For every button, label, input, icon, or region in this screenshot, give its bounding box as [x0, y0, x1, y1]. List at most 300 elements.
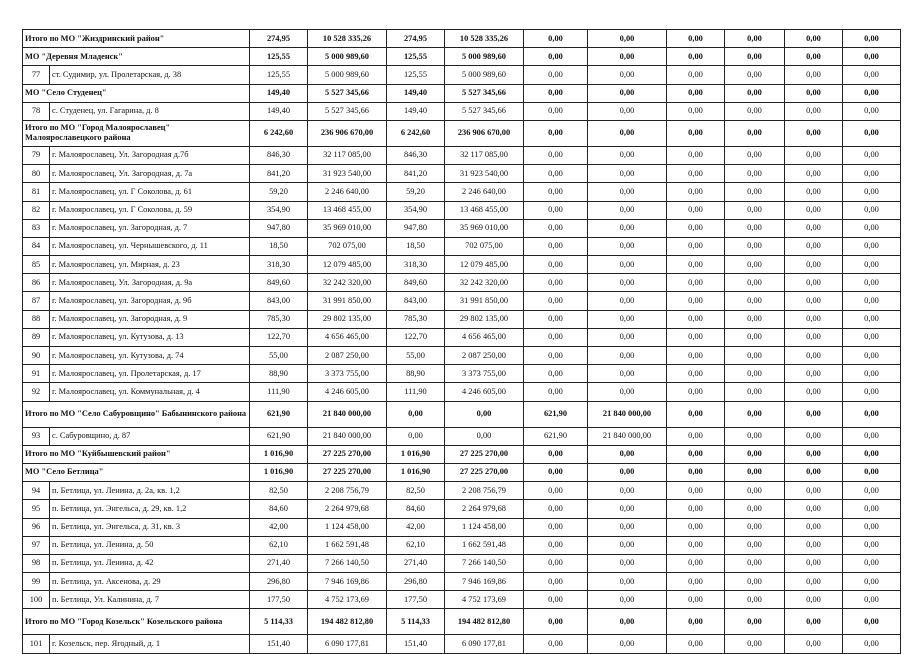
value-cell: 0,00	[524, 328, 588, 346]
value-cell: 0,00	[588, 146, 667, 164]
value-cell: 0,00	[588, 183, 667, 201]
value-cell: 2 264 979,68	[308, 500, 387, 518]
value-cell: 0,00	[524, 591, 588, 609]
row-number: 95	[23, 500, 50, 518]
value-cell: 0,00	[785, 237, 843, 255]
value-cell: 21 840 000,00	[588, 427, 667, 445]
value-cell: 59,20	[250, 183, 308, 201]
value-cell: 0,00	[667, 609, 725, 635]
value-cell: 0,00	[785, 30, 843, 48]
value-cell: 18,50	[250, 237, 308, 255]
value-cell: 0,00	[588, 635, 667, 653]
value-cell: 5 527 345,66	[308, 84, 387, 102]
value-cell: 1 016,90	[387, 445, 445, 463]
value-cell: 0,00	[725, 463, 785, 481]
value-cell: 122,70	[387, 328, 445, 346]
value-cell: 3 373 755,00	[308, 365, 387, 383]
value-cell: 10 528 335,26	[308, 30, 387, 48]
value-cell: 0,00	[524, 165, 588, 183]
value-cell: 846,30	[387, 146, 445, 164]
value-cell: 296,80	[387, 573, 445, 591]
value-cell: 0,00	[667, 165, 725, 183]
value-cell: 0,00	[667, 573, 725, 591]
row-number: 78	[23, 102, 50, 120]
value-cell: 0,00	[785, 635, 843, 653]
row-address: г. Малоярославец, ул. Г Соколова, д. 59	[50, 201, 250, 219]
value-cell: 0,00	[667, 427, 725, 445]
value-cell: 236 906 670,00	[445, 120, 524, 146]
value-cell: 122,70	[250, 328, 308, 346]
value-cell: 4 656 465,00	[445, 328, 524, 346]
value-cell: 0,00	[843, 30, 901, 48]
value-cell: 0,00	[667, 84, 725, 102]
value-cell: 0,00	[667, 292, 725, 310]
value-cell: 0,00	[667, 554, 725, 572]
value-cell: 0,00	[843, 482, 901, 500]
row-label: Итого по МО "Жиздринский район"	[23, 30, 250, 48]
table-row	[23, 201, 901, 219]
value-cell: 274,95	[387, 30, 445, 48]
value-cell: 0,00	[667, 445, 725, 463]
value-cell: 0,00	[785, 292, 843, 310]
value-cell: 0,00	[785, 256, 843, 274]
value-cell: 32 117 085,00	[445, 146, 524, 164]
row-address: г. Малоярославец, Ул. Загородная, д. 7а	[50, 165, 250, 183]
value-cell: 0,00	[588, 310, 667, 328]
row-address: г. Малоярославец, ул. Пролетарская, д. 17	[50, 365, 250, 383]
value-cell: 1 662 591,48	[445, 536, 524, 554]
value-cell: 5 000 989,60	[308, 66, 387, 84]
value-cell: 29 802 135,00	[445, 310, 524, 328]
value-cell: 7 266 140,50	[308, 554, 387, 572]
value-cell: 0,00	[785, 102, 843, 120]
value-cell: 0,00	[725, 482, 785, 500]
value-cell: 55,00	[250, 347, 308, 365]
row-address: г. Малоярославец, ул. Мирная, д. 23	[50, 256, 250, 274]
value-cell: 5 000 989,60	[445, 48, 524, 66]
row-number: 101	[23, 635, 50, 653]
value-cell: 0,00	[843, 383, 901, 401]
value-cell: 0,00	[725, 365, 785, 383]
value-cell: 3 373 755,00	[445, 365, 524, 383]
value-cell: 5 000 989,60	[308, 48, 387, 66]
value-cell: 0,00	[667, 219, 725, 237]
row-address: ст. Судимир, ул. Пролетарская, д. 38	[50, 66, 250, 84]
value-cell: 0,00	[785, 274, 843, 292]
value-cell: 0,00	[667, 383, 725, 401]
value-cell: 0,00	[667, 102, 725, 120]
value-cell: 62,10	[387, 536, 445, 554]
value-cell: 0,00	[524, 482, 588, 500]
value-cell: 27 225 270,00	[308, 463, 387, 481]
value-cell: 0,00	[725, 347, 785, 365]
row-address: п. Бетлица, ул. Ленина, д. 42	[50, 554, 250, 572]
value-cell: 5 527 345,66	[445, 102, 524, 120]
value-cell: 0,00	[524, 347, 588, 365]
value-cell: 2 087 250,00	[445, 347, 524, 365]
value-cell: 21 840 000,00	[308, 401, 387, 427]
row-address: с. Сабуровщино, д. 87	[50, 427, 250, 445]
value-cell: 0,00	[725, 445, 785, 463]
value-cell: 111,90	[250, 383, 308, 401]
value-cell: 0,00	[524, 120, 588, 146]
value-cell: 32 242 320,00	[445, 274, 524, 292]
row-number: 85	[23, 256, 50, 274]
value-cell: 5 527 345,66	[308, 102, 387, 120]
value-cell: 0,00	[725, 30, 785, 48]
value-cell: 27 225 270,00	[308, 445, 387, 463]
row-number: 98	[23, 554, 50, 572]
value-cell: 0,00	[843, 573, 901, 591]
value-cell: 0,00	[785, 401, 843, 427]
row-address: г. Малоярославец, ул. Загородная, д. 9б	[50, 292, 250, 310]
value-cell: 149,40	[387, 84, 445, 102]
value-cell: 0,00	[667, 365, 725, 383]
value-cell: 0,00	[667, 536, 725, 554]
value-cell: 0,00	[785, 84, 843, 102]
value-cell: 27 225 270,00	[445, 445, 524, 463]
row-number: 84	[23, 237, 50, 255]
value-cell: 0,00	[667, 328, 725, 346]
row-address: г. Малоярославец, ул. Г Соколова, д. 61	[50, 183, 250, 201]
value-cell: 4 246 605,00	[445, 383, 524, 401]
value-cell: 6 242,60	[250, 120, 308, 146]
value-cell: 0,00	[843, 219, 901, 237]
value-cell: 0,00	[588, 237, 667, 255]
row-number: 82	[23, 201, 50, 219]
value-cell: 177,50	[250, 591, 308, 609]
row-address: г. Малоярославец, ул. Загородная, д. 7	[50, 219, 250, 237]
value-cell: 0,00	[588, 84, 667, 102]
row-number: 87	[23, 292, 50, 310]
value-cell: 0,00	[725, 591, 785, 609]
value-cell: 0,00	[843, 609, 901, 635]
value-cell: 0,00	[445, 427, 524, 445]
value-cell: 4 246 605,00	[308, 383, 387, 401]
value-cell: 31 923 540,00	[308, 165, 387, 183]
value-cell: 271,40	[387, 554, 445, 572]
value-cell: 149,40	[387, 102, 445, 120]
value-cell: 0,00	[524, 365, 588, 383]
value-cell: 0,00	[667, 463, 725, 481]
table-row	[23, 146, 901, 164]
row-address: г. Козельск, пер. Ягодный, д. 1	[50, 635, 250, 653]
value-cell: 1 016,90	[387, 463, 445, 481]
value-cell: 0,00	[785, 427, 843, 445]
value-cell: 621,90	[524, 401, 588, 427]
row-number: 97	[23, 536, 50, 554]
value-cell: 0,00	[524, 518, 588, 536]
value-cell: 0,00	[524, 48, 588, 66]
value-cell: 702 075,00	[308, 237, 387, 255]
value-cell: 7 266 140,50	[445, 554, 524, 572]
value-cell: 0,00	[785, 554, 843, 572]
value-cell: 846,30	[250, 146, 308, 164]
value-cell: 0,00	[843, 237, 901, 255]
value-cell: 0,00	[785, 536, 843, 554]
value-cell: 0,00	[725, 84, 785, 102]
value-cell: 7 946 169,86	[445, 573, 524, 591]
value-cell: 59,20	[387, 183, 445, 201]
value-cell: 82,50	[387, 482, 445, 500]
value-cell: 149,40	[250, 102, 308, 120]
value-cell: 2 246 640,00	[445, 183, 524, 201]
value-cell: 0,00	[588, 383, 667, 401]
value-cell: 4 752 173,69	[445, 591, 524, 609]
row-number: 96	[23, 518, 50, 536]
value-cell: 0,00	[785, 518, 843, 536]
table-row	[23, 427, 901, 445]
value-cell: 0,00	[524, 84, 588, 102]
value-cell: 0,00	[843, 201, 901, 219]
value-cell: 0,00	[524, 256, 588, 274]
table-row	[23, 635, 901, 653]
table-row	[23, 84, 901, 102]
table-row	[23, 66, 901, 84]
value-cell: 1 016,90	[250, 445, 308, 463]
value-cell: 0,00	[725, 518, 785, 536]
value-cell: 0,00	[588, 463, 667, 481]
value-cell: 0,00	[524, 609, 588, 635]
table-row	[23, 609, 901, 635]
value-cell: 0,00	[785, 609, 843, 635]
value-cell: 621,90	[524, 427, 588, 445]
value-cell: 0,00	[843, 165, 901, 183]
row-address: г. Малоярославец, ул. Кутузова, д. 13	[50, 328, 250, 346]
row-address: г. Малоярославец, Ул. Загородная, д. 9а	[50, 274, 250, 292]
value-cell: 1 662 591,48	[308, 536, 387, 554]
table-row	[23, 445, 901, 463]
row-number: 92	[23, 383, 50, 401]
value-cell: 0,00	[667, 30, 725, 48]
value-cell: 31 923 540,00	[445, 165, 524, 183]
value-cell: 0,00	[667, 401, 725, 427]
value-cell: 0,00	[524, 66, 588, 84]
value-cell: 0,00	[843, 328, 901, 346]
table-row	[23, 48, 901, 66]
value-cell: 785,30	[250, 310, 308, 328]
value-cell: 0,00	[588, 365, 667, 383]
value-cell: 0,00	[785, 328, 843, 346]
value-cell: 0,00	[667, 500, 725, 518]
value-cell: 0,00	[785, 573, 843, 591]
value-cell: 274,95	[250, 30, 308, 48]
value-cell: 35 969 010,00	[308, 219, 387, 237]
value-cell: 0,00	[843, 48, 901, 66]
value-cell: 0,00	[843, 445, 901, 463]
row-number: 91	[23, 365, 50, 383]
table-row	[23, 554, 901, 572]
row-address: г. Малоярославец, ул. Кутузова, д. 74	[50, 347, 250, 365]
value-cell: 0,00	[725, 183, 785, 201]
table-row	[23, 219, 901, 237]
value-cell: 849,60	[250, 274, 308, 292]
row-label: МО "Село Студенец"	[23, 84, 250, 102]
value-cell: 82,50	[250, 482, 308, 500]
row-address: с. Студенец, ул. Гагарина, д. 8	[50, 102, 250, 120]
row-number: 79	[23, 146, 50, 164]
value-cell: 0,00	[725, 554, 785, 572]
table-row	[23, 500, 901, 518]
table-row	[23, 518, 901, 536]
value-cell: 843,00	[250, 292, 308, 310]
value-cell: 6 242,60	[387, 120, 445, 146]
value-cell: 0,00	[785, 183, 843, 201]
row-address: п. Бетлица, ул. Ленина, д. 50	[50, 536, 250, 554]
value-cell: 0,00	[785, 365, 843, 383]
value-cell: 621,90	[250, 427, 308, 445]
value-cell: 0,00	[725, 292, 785, 310]
value-cell: 0,00	[667, 591, 725, 609]
value-cell: 42,00	[387, 518, 445, 536]
value-cell: 0,00	[588, 573, 667, 591]
value-cell: 0,00	[725, 427, 785, 445]
value-cell: 354,90	[387, 201, 445, 219]
value-cell: 271,40	[250, 554, 308, 572]
value-cell: 7 946 169,86	[308, 573, 387, 591]
value-cell: 194 482 812,80	[308, 609, 387, 635]
value-cell: 31 991 850,00	[308, 292, 387, 310]
value-cell: 0,00	[785, 591, 843, 609]
value-cell: 27 225 270,00	[445, 463, 524, 481]
value-cell: 236 906 670,00	[308, 120, 387, 146]
value-cell: 0,00	[524, 635, 588, 653]
row-address: п. Бетлица, ул. Энгельса, д. 31, кв. 3	[50, 518, 250, 536]
value-cell: 0,00	[843, 274, 901, 292]
value-cell: 0,00	[725, 328, 785, 346]
row-address: п. Бетлица, ул. Ленина, д. 2а, кв. 1,2	[50, 482, 250, 500]
value-cell: 2 264 979,68	[445, 500, 524, 518]
value-cell: 2 208 756,79	[308, 482, 387, 500]
value-cell: 125,55	[250, 48, 308, 66]
value-cell: 149,40	[250, 84, 308, 102]
row-number: 88	[23, 310, 50, 328]
value-cell: 0,00	[725, 536, 785, 554]
value-cell: 702 075,00	[445, 237, 524, 255]
value-cell: 0,00	[667, 48, 725, 66]
value-cell: 1 016,90	[250, 463, 308, 481]
table-row	[23, 536, 901, 554]
table-row	[23, 365, 901, 383]
value-cell: 318,30	[250, 256, 308, 274]
value-cell: 841,20	[250, 165, 308, 183]
value-cell: 55,00	[387, 347, 445, 365]
value-cell: 151,40	[250, 635, 308, 653]
value-cell: 0,00	[843, 365, 901, 383]
value-cell: 0,00	[843, 427, 901, 445]
value-cell: 6 090 177,81	[445, 635, 524, 653]
value-cell: 5 000 989,60	[445, 66, 524, 84]
table-row	[23, 30, 901, 48]
value-cell: 4 752 173,69	[308, 591, 387, 609]
value-cell: 0,00	[843, 463, 901, 481]
value-cell: 0,00	[785, 48, 843, 66]
value-cell: 12 079 485,00	[445, 256, 524, 274]
value-cell: 849,60	[387, 274, 445, 292]
value-cell: 12 079 485,00	[308, 256, 387, 274]
value-cell: 35 969 010,00	[445, 219, 524, 237]
value-cell: 0,00	[524, 445, 588, 463]
table-row	[23, 328, 901, 346]
value-cell: 0,00	[843, 66, 901, 84]
value-cell: 0,00	[588, 347, 667, 365]
table-row	[23, 292, 901, 310]
value-cell: 0,00	[667, 310, 725, 328]
table-body	[23, 30, 901, 654]
table-row	[23, 383, 901, 401]
value-cell: 0,00	[725, 609, 785, 635]
value-cell: 0,00	[524, 237, 588, 255]
value-cell: 0,00	[843, 401, 901, 427]
value-cell: 0,00	[725, 201, 785, 219]
value-cell: 0,00	[667, 66, 725, 84]
value-cell: 84,60	[250, 500, 308, 518]
value-cell: 0,00	[524, 274, 588, 292]
value-cell: 2 246 640,00	[308, 183, 387, 201]
row-number: 93	[23, 427, 50, 445]
value-cell: 0,00	[588, 518, 667, 536]
row-number: 83	[23, 219, 50, 237]
table-row	[23, 120, 901, 146]
value-cell: 0,00	[843, 635, 901, 653]
value-cell: 1 124 458,00	[308, 518, 387, 536]
value-cell: 10 528 335,26	[445, 30, 524, 48]
row-address: п. Бетлица, ул. Энгельса, д. 29, кв. 1,2	[50, 500, 250, 518]
value-cell: 0,00	[524, 310, 588, 328]
value-cell: 32 117 085,00	[308, 146, 387, 164]
value-cell: 0,00	[785, 219, 843, 237]
value-cell: 0,00	[725, 165, 785, 183]
value-cell: 0,00	[843, 120, 901, 146]
value-cell: 4 656 465,00	[308, 328, 387, 346]
value-cell: 0,00	[725, 219, 785, 237]
value-cell: 62,10	[250, 536, 308, 554]
table-row	[23, 165, 901, 183]
value-cell: 0,00	[588, 201, 667, 219]
value-cell: 0,00	[524, 292, 588, 310]
value-cell: 31 991 850,00	[445, 292, 524, 310]
value-cell: 2 208 756,79	[445, 482, 524, 500]
value-cell: 0,00	[387, 427, 445, 445]
value-cell: 42,00	[250, 518, 308, 536]
value-cell: 0,00	[785, 347, 843, 365]
value-cell: 18,50	[387, 237, 445, 255]
value-cell: 0,00	[725, 146, 785, 164]
value-cell: 0,00	[387, 401, 445, 427]
value-cell: 0,00	[588, 609, 667, 635]
value-cell: 194 482 812,80	[445, 609, 524, 635]
table-row	[23, 237, 901, 255]
value-cell: 0,00	[725, 310, 785, 328]
value-cell: 0,00	[725, 48, 785, 66]
value-cell: 0,00	[588, 445, 667, 463]
row-label: Итого по МО "Город Малоярославец" Малоярославецкого района	[23, 120, 250, 146]
row-number: 100	[23, 591, 50, 609]
value-cell: 0,00	[725, 120, 785, 146]
value-cell: 0,00	[524, 30, 588, 48]
value-cell: 0,00	[725, 274, 785, 292]
table-row	[23, 183, 901, 201]
value-cell: 0,00	[785, 66, 843, 84]
value-cell: 88,90	[387, 365, 445, 383]
table-row	[23, 573, 901, 591]
value-cell: 296,80	[250, 573, 308, 591]
value-cell: 0,00	[785, 165, 843, 183]
value-cell: 0,00	[667, 482, 725, 500]
value-cell: 111,90	[387, 383, 445, 401]
value-cell: 0,00	[588, 219, 667, 237]
value-cell: 0,00	[667, 183, 725, 201]
